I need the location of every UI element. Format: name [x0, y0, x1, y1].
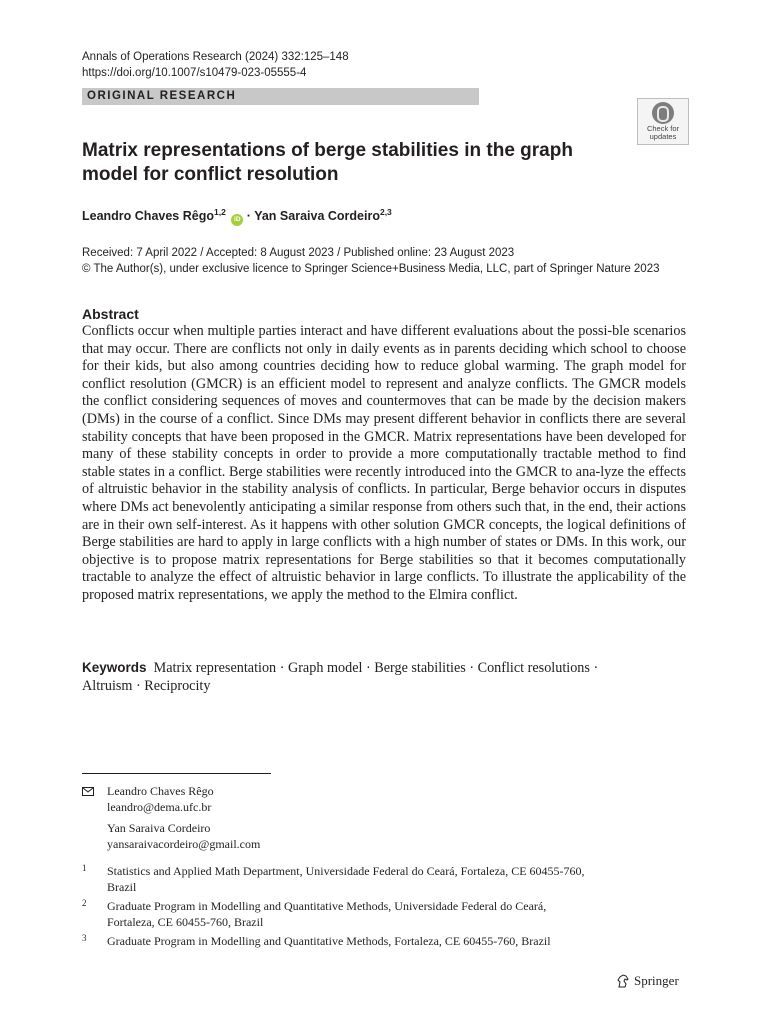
affiliation-number: 1 [82, 863, 87, 873]
bookmark-icon [652, 102, 674, 124]
keywords-line-1: Matrix representation · Graph model · Berge stabilities · Conflict resolutions · [153, 660, 599, 676]
dates-line: Received: 7 April 2022 / Accepted: 8 August 2023 / Published online: 23 August 2023 [82, 247, 515, 259]
affiliation-3 [82, 934, 682, 950]
journal-citation [82, 49, 349, 81]
author-name[interactable]: Leandro Chaves Rêgo [82, 209, 214, 223]
title-line-2: model for conflict resolution [82, 164, 339, 185]
envelope-icon [82, 787, 94, 796]
abstract-heading: Abstract [82, 306, 139, 322]
publisher-logo [616, 972, 679, 990]
author-affiliation-ref: 2,3 [379, 207, 392, 217]
affiliation-line: Graduate Program in Modelling and Quantitative Methods, Universidade Federal do Ceará, [107, 899, 547, 913]
affiliation-number: 3 [82, 933, 87, 943]
journal-line: Annals of Operations Research (2024) 332:125–148 [82, 51, 349, 63]
affiliation-line: Brazil [107, 879, 137, 894]
publication-history [82, 245, 660, 277]
correspondence [82, 784, 260, 852]
section-label: ORIGINAL RESEARCH [82, 88, 479, 105]
orcid-icon[interactable]: iD [231, 214, 243, 226]
author-name[interactable]: Yan Saraiva Cordeiro [254, 209, 380, 223]
title-line-1: Matrix representations of berge stabilities in the graph [82, 140, 573, 161]
affiliation-1 [82, 864, 682, 895]
author-separator: · [246, 209, 251, 223]
check-updates-line1: Check for [646, 124, 680, 133]
affiliation-number: 2 [82, 898, 87, 908]
abstract-text: Conflicts occur when multiple parties interact and have different evaluations about the possi-ble scenarios that may occur. There are conflicts not only in daily events as in parents deciding which school to choose for their kids, but also among countries deciding how to reduce global warming. The graph model for conflict resolution (GMCR) is an efficient model to represent and analyze conflicts. The GMCR models the conflict considering sequences of moves and countermoves that can be made by the decision makers (DMs) in the course of a conflict. Since DMs may present different behavior in conflicts there are several stability concepts that have been proposed in the GMCR. Matrix representations have been developed for many of these stability concepts in order to provide a more computationally tractable method to find stable states in a conflict. Berge stabilities were recently introduced into the GMCR to ana-lyze the effects of altruistic behavior in the stability analysis of conflicts. In particular, Berge behavior occurs in disputes where DMs act benevolently anticipating a similar response from others such that, in the end, their actions are in their own self-interest. As it happens with other solution GMCR concepts, the logical definitions of Berge stabilities are hard to apply in large conflicts with a high number of states or DMs. In this work, our objective is to propose matrix representations for Berge stabilities so that it becomes computationally tractable to analyze the effect of altruistic behavior in large conflicts. To illustrate the applicability of the proposed matrix representations, we apply the method to the Elmira conflict. [82, 323, 686, 603]
publisher-name: Springer [634, 973, 679, 988]
footnote-divider [82, 773, 271, 774]
check-for-updates-badge[interactable] [637, 98, 689, 145]
check-updates-line2: updates [649, 132, 677, 141]
author-list [82, 207, 392, 226]
correspondent-name: Leandro Chaves Rêgo [107, 784, 214, 798]
correspondent-email[interactable]: leandro@dema.ufc.br [107, 799, 212, 814]
doi-link[interactable]: https://doi.org/10.1007/s10479-023-05555-4 [82, 67, 307, 79]
affiliation-2 [82, 899, 682, 930]
keywords-label: Keywords [82, 660, 147, 675]
springer-horse-icon [616, 974, 630, 988]
copyright-line: © The Author(s), under exclusive licence to Springer Science+Business Media, LLC, part of Springer Nature 2023 [82, 263, 660, 275]
paper-title [82, 139, 622, 187]
keywords [82, 659, 686, 695]
correspondent-name: Yan Saraiva Cordeiro [107, 821, 211, 835]
keywords-line-2: Altruism · Reciprocity [82, 677, 211, 694]
author-affiliation-ref: 1,2 [213, 207, 226, 217]
affiliation-line: Fortaleza, CE 60455-760, Brazil [107, 914, 264, 929]
correspondent-email[interactable]: yansaraivacordeiro@gmail.com [107, 836, 261, 851]
affiliation-line: Graduate Program in Modelling and Quantitative Methods, Fortaleza, CE 60455-760, Brazil [107, 934, 551, 948]
affiliation-line: Statistics and Applied Math Department, Universidade Federal do Ceará, Fortaleza, CE 60455-760, [107, 864, 585, 878]
